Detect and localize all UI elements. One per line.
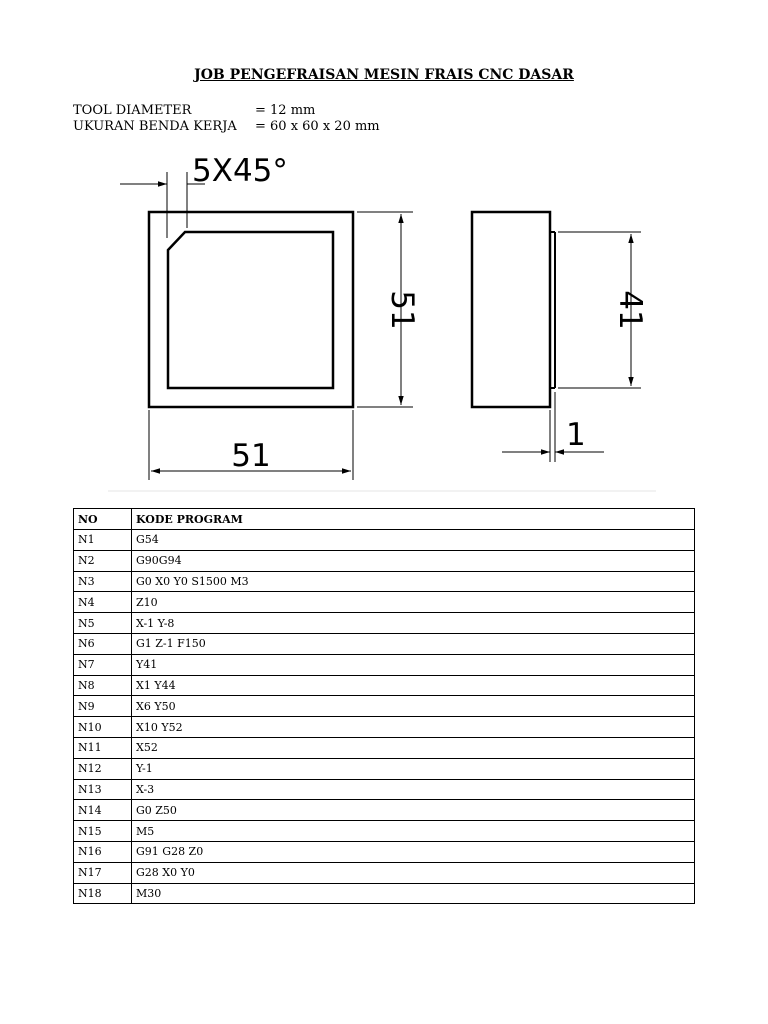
line-number-cell: N11 xyxy=(74,737,132,758)
program-code-cell: X6 Y50 xyxy=(132,696,695,717)
chamfer-dimension xyxy=(120,153,288,238)
line-number-cell: N17 xyxy=(74,862,132,883)
program-code-cell: G0 Z50 xyxy=(132,800,695,821)
line-number-cell: N8 xyxy=(74,675,132,696)
spec-value: = 12 mm xyxy=(255,103,316,118)
document-title-text: JOB PENGEFRAISAN MESIN FRAIS CNC DASAR xyxy=(194,67,574,83)
front-view xyxy=(149,212,353,407)
program-code-cell: M30 xyxy=(132,883,695,904)
program-code-cell: G54 xyxy=(132,530,695,551)
table-row xyxy=(74,675,695,696)
program-code-cell: M5 xyxy=(132,821,695,842)
technical-drawing xyxy=(0,0,768,500)
table-row xyxy=(74,530,695,551)
table-row xyxy=(74,800,695,821)
line-number-cell: N2 xyxy=(74,550,132,571)
table-row xyxy=(74,821,695,842)
line-number-cell: N12 xyxy=(74,758,132,779)
line-number-cell: N15 xyxy=(74,821,132,842)
outer-outline xyxy=(149,212,353,407)
table-header-row xyxy=(74,509,695,530)
step-label: 1 xyxy=(566,417,586,453)
spec-label: UKURAN BENDA KERJA xyxy=(73,119,237,134)
program-code-cell: G28 X0 Y0 xyxy=(132,862,695,883)
width-label: 51 xyxy=(231,438,271,474)
table-row xyxy=(74,696,695,717)
table-row xyxy=(74,592,695,613)
chamfer-label: 5X45° xyxy=(192,153,288,189)
column-header-code: KODE PROGRAM xyxy=(132,509,695,530)
line-number-cell: N7 xyxy=(74,654,132,675)
program-code-cell: X52 xyxy=(132,737,695,758)
line-number-cell: N5 xyxy=(74,613,132,634)
program-code-cell: X-3 xyxy=(132,779,695,800)
program-code-cell: Z10 xyxy=(132,592,695,613)
height-label: 51 xyxy=(384,290,420,330)
side-height-dimension xyxy=(558,232,648,388)
table-row xyxy=(74,633,695,654)
line-number-cell: N18 xyxy=(74,883,132,904)
column-header-no: NO xyxy=(74,509,132,530)
spec-label: TOOL DIAMETER xyxy=(73,103,192,118)
line-number-cell: N16 xyxy=(74,841,132,862)
height-dimension xyxy=(357,212,420,407)
table-row xyxy=(74,883,695,904)
table-row xyxy=(74,717,695,738)
line-number-cell: N10 xyxy=(74,717,132,738)
table-row xyxy=(74,613,695,634)
table-row xyxy=(74,862,695,883)
table-body xyxy=(74,530,695,904)
program-code-cell: X1 Y44 xyxy=(132,675,695,696)
table-row xyxy=(74,841,695,862)
program-code-cell: X10 Y52 xyxy=(132,717,695,738)
program-code-cell: G1 Z-1 F150 xyxy=(132,633,695,654)
program-code-cell: G0 X0 Y0 S1500 M3 xyxy=(132,571,695,592)
line-number-cell: N3 xyxy=(74,571,132,592)
line-number-cell: N6 xyxy=(74,633,132,654)
table-row xyxy=(74,737,695,758)
line-number-cell: N9 xyxy=(74,696,132,717)
program-code-cell: Y41 xyxy=(132,654,695,675)
table-row xyxy=(74,654,695,675)
width-dimension xyxy=(149,410,353,480)
line-number-cell: N14 xyxy=(74,800,132,821)
program-table xyxy=(73,508,695,904)
table-row xyxy=(74,758,695,779)
line-number-cell: N13 xyxy=(74,779,132,800)
pocket-outline xyxy=(168,232,333,388)
spec-value: = 60 x 60 x 20 mm xyxy=(255,119,380,134)
line-number-cell: N4 xyxy=(74,592,132,613)
program-code-cell: X-1 Y-8 xyxy=(132,613,695,634)
side-height-label: 41 xyxy=(612,290,648,330)
table-row xyxy=(74,550,695,571)
step-dimension xyxy=(502,392,604,462)
program-code-cell: G91 G28 Z0 xyxy=(132,841,695,862)
line-number-cell: N1 xyxy=(74,530,132,551)
program-code-cell: G90G94 xyxy=(132,550,695,571)
table-row xyxy=(74,571,695,592)
side-outline xyxy=(472,212,550,407)
table-row xyxy=(74,779,695,800)
side-view xyxy=(472,212,555,407)
program-code-cell: Y-1 xyxy=(132,758,695,779)
